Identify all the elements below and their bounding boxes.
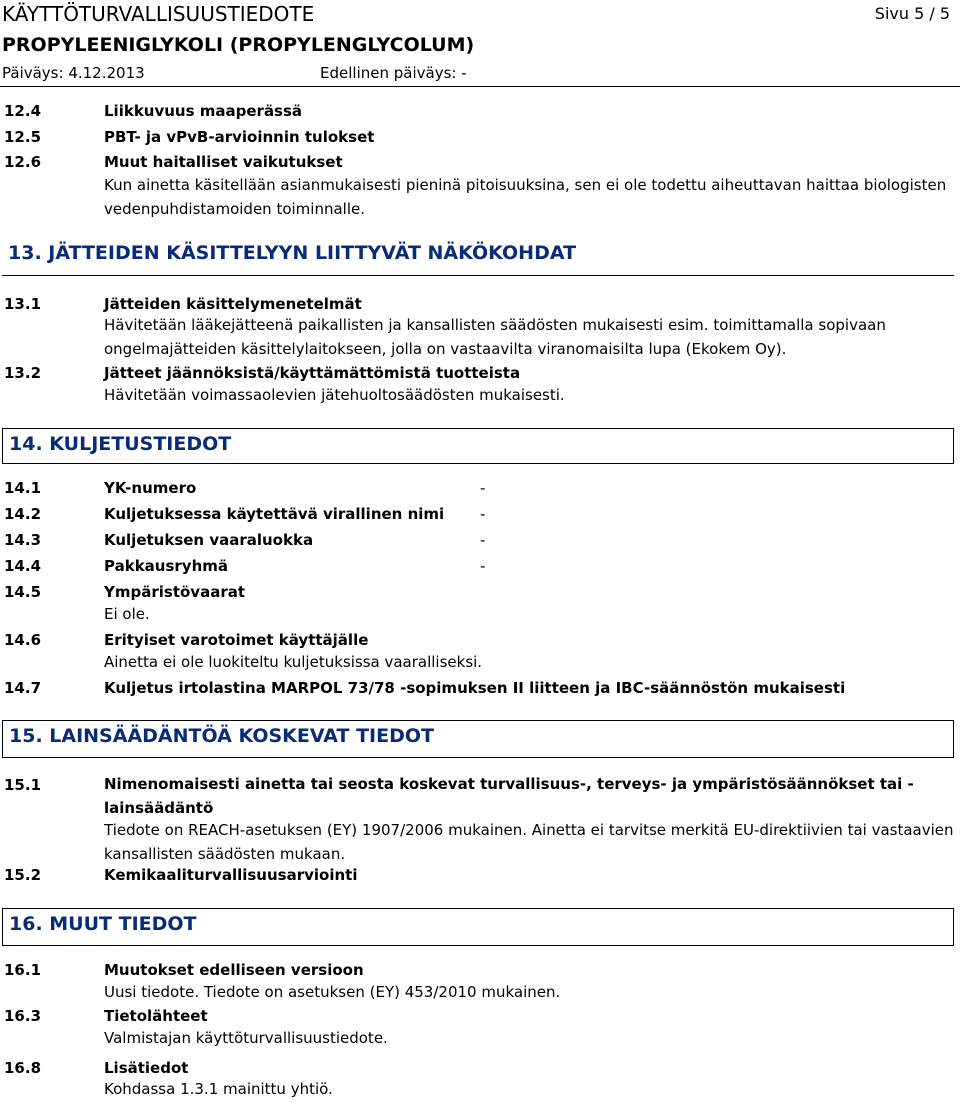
item-value: -: [480, 531, 486, 549]
item-number: 16.8: [4, 1059, 42, 1077]
item-title: Ympäristövaarat: [104, 583, 246, 601]
item-number: 14.3: [4, 531, 42, 549]
item-number: 14.1: [4, 479, 42, 497]
previous-date: Edellinen päiväys: -: [320, 64, 467, 82]
item-number: 12.5: [4, 128, 42, 146]
header-divider: [0, 86, 960, 87]
section-title: 14. KULJETUSTIEDOT: [9, 433, 232, 455]
section-heading-14: [2, 428, 954, 464]
item-title: Liikkuvuus maaperässä: [104, 102, 303, 120]
document-type: KÄYTTÖTURVALLISUUSTIEDOTE: [2, 2, 315, 26]
item-title: YK-numero: [104, 479, 197, 497]
item-number: 12.4: [4, 102, 42, 120]
item-number: 16.1: [4, 961, 42, 979]
item-title: Kemikaaliturvallisuusarviointi: [104, 866, 358, 884]
item-number: 16.3: [4, 1007, 42, 1025]
item-title: Muut haitalliset vaikutukset: [104, 153, 343, 171]
section-heading-13: [2, 238, 954, 276]
item-number: 15.1: [4, 776, 42, 794]
item-title: Nimenomaisesti ainetta tai seosta koskevat turvallisuus-, terveys- ja ympäristösäännökset tai - lainsäädäntö: [104, 775, 914, 817]
item-text: Ei ole.: [104, 605, 150, 623]
item-text: Tiedote on REACH-asetuksen (EY) 1907/2006 mukainen. Ainetta ei tarvitse merkitä EU-direktiivien tai vastaavien kansallisten säädösten mukaan.: [104, 821, 954, 863]
item-text: Ainetta ei ole luokiteltu kuljetuksissa vaaralliseksi.: [104, 653, 483, 671]
item-title: Jätteet jäännöksistä/käyttämättömistä tuotteista: [104, 364, 521, 382]
item-value: -: [480, 557, 486, 575]
item-title: Kuljetuksessa käytettävä virallinen nimi: [104, 505, 445, 523]
section-title: 16. MUUT TIEDOT: [9, 913, 197, 935]
section-heading-15: [2, 720, 954, 758]
item-number: 14.7: [4, 679, 42, 697]
item-number: 14.2: [4, 505, 42, 523]
item-text: Hävitetään voimassaolevien jätehuoltosäädösten mukaisesti.: [104, 386, 565, 404]
item-number: 14.4: [4, 557, 42, 575]
item-title: Kuljetuksen vaaraluokka: [104, 531, 314, 549]
item-value: -: [480, 479, 486, 497]
item-number: 13.2: [4, 364, 42, 382]
page-number: Sivu 5 / 5: [874, 4, 950, 23]
item-title: Lisätiedot: [104, 1059, 189, 1077]
product-name: PROPYLEENIGLYKOLI (PROPYLENGLYCOLUM): [2, 34, 475, 56]
item-value: -: [480, 505, 486, 523]
section-title: 13. JÄTTEIDEN KÄSITTELYYN LIITTYVÄT NÄKÖKOHDAT: [8, 242, 577, 264]
item-title: Muutokset edelliseen versioon: [104, 961, 364, 979]
item-text: Kun ainetta käsitellään asianmukaisesti pieninä pitoisuuksina, sen ei ole todettu aiheuttavan haittaa biologisten vedenpuhdistamoiden toiminnalle.: [104, 176, 947, 218]
section-title: 15. LAINSÄÄDÄNTÖÄ KOSKEVAT TIEDOT: [9, 725, 434, 747]
item-number: 15.2: [4, 866, 42, 884]
item-title: PBT- ja vPvB-arvioinnin tulokset: [104, 128, 375, 146]
item-number: 12.6: [4, 153, 42, 171]
item-text: Hävitetään lääkejätteenä paikallisten ja kansallisten säädösten mukaisesti esim. toimittamalla sopivaan ongelmajätteiden käsittelylaitokseen, jolla on vastaavilta viranomaisilta lupa (Ekokem Oy).: [104, 316, 886, 358]
item-title: Tietolähteet: [104, 1007, 208, 1025]
item-number: 14.6: [4, 631, 42, 649]
item-title: Kuljetus irtolastina MARPOL 73/78 -sopimuksen II liitteen ja IBC-säännöstön mukaisesti: [104, 679, 846, 697]
item-number: 14.5: [4, 583, 42, 601]
section-heading-16: [2, 908, 954, 946]
item-text: Valmistajan käyttöturvallisuustiedote.: [104, 1029, 388, 1047]
document-date: Päiväys: 4.12.2013: [2, 64, 145, 82]
item-title: Erityiset varotoimet käyttäjälle: [104, 631, 369, 649]
item-text: Kohdassa 1.3.1 mainittu yhtiö.: [104, 1080, 333, 1098]
item-number: 13.1: [4, 295, 42, 313]
item-title: Jätteiden käsittelymenetelmät: [104, 295, 362, 313]
item-title: Pakkausryhmä: [104, 557, 228, 575]
item-text: Uusi tiedote. Tiedote on asetuksen (EY) 453/2010 mukainen.: [104, 983, 561, 1001]
